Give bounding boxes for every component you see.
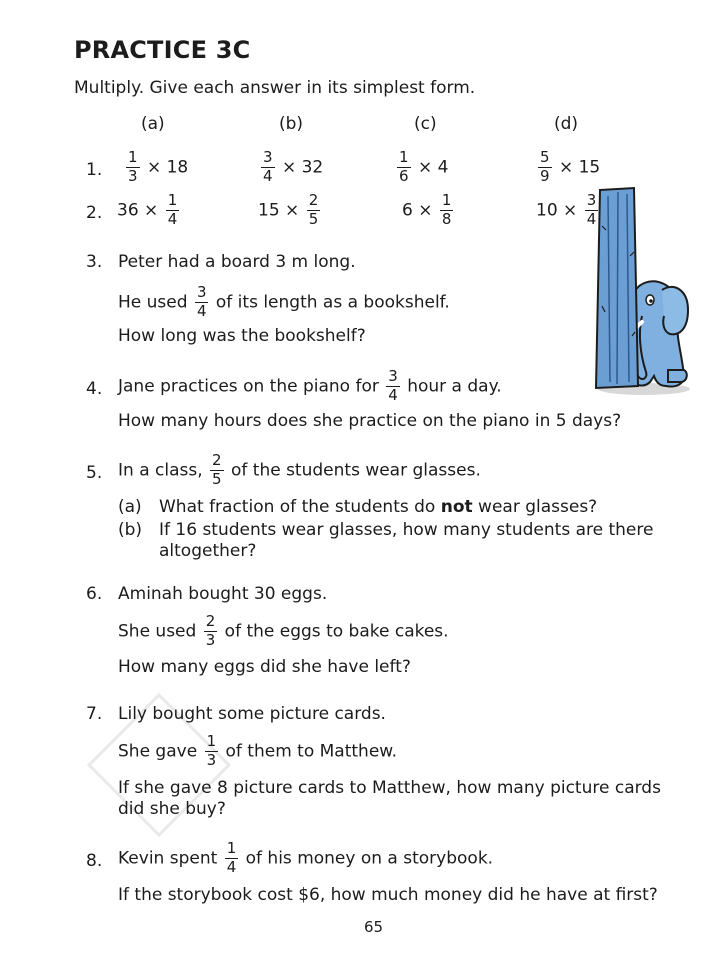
question-number-3: 3. xyxy=(86,252,103,272)
instruction-text: Multiply. Give each answer in its simplest form. xyxy=(74,78,476,98)
fraction: $\frac{1}{4}$ xyxy=(226,839,237,876)
q8-line1: Kevin spent $\frac{1}{4}$ of his money on a storybook. xyxy=(118,839,494,876)
fraction: $\frac{1}{8}$ xyxy=(441,191,452,228)
q6-line1: Aminah bought 30 eggs. xyxy=(118,584,328,604)
q5a-text: What fraction of the students do not wear glasses? xyxy=(159,497,598,517)
question-number-6: 6. xyxy=(86,584,103,604)
q3-line3: How long was the bookshelf? xyxy=(118,326,366,346)
fraction: $\frac{1}{4}$ xyxy=(167,191,178,228)
q3-line2: He used $\frac{3}{4}$ of its length as a bookshelf. xyxy=(118,283,450,320)
fraction: $\frac{5}{9}$ xyxy=(540,148,550,185)
question-number-5: 5. xyxy=(86,463,103,483)
page-number: 65 xyxy=(364,918,384,936)
column-label-c: (c) xyxy=(414,114,437,134)
page-title: PRACTICE 3C xyxy=(74,36,251,64)
q2c-expression: 6 × $\frac{1}{8}$ xyxy=(402,191,452,228)
elephant-illustration xyxy=(572,186,694,398)
q1c-expression: $\frac{1}{6}$ × 4 xyxy=(399,148,449,185)
q4-line2: How many hours does she practice on the piano in 5 days? xyxy=(118,411,622,431)
column-label-a: (a) xyxy=(141,114,165,134)
q1a-expression: $\frac{1}{3}$ × 18 xyxy=(128,148,189,185)
q2a-expression: 36 × $\frac{1}{4}$ xyxy=(117,191,178,228)
q8-line2: If the storybook cost $6, how much money did he have at first? xyxy=(118,885,658,905)
fraction: $\frac{2}{5}$ xyxy=(308,191,319,228)
q6-line3: How many eggs did she have left? xyxy=(118,657,411,677)
column-label-d: (d) xyxy=(554,114,579,134)
column-label-b: (b) xyxy=(279,114,304,134)
fraction: $\frac{3}{4}$ xyxy=(586,191,597,228)
q2d-expression: 10 × $\frac{3}{4}$ xyxy=(536,191,597,228)
fraction: $\frac{3}{4}$ xyxy=(196,283,207,320)
q5b-line1: If 16 students wear glasses, how many students are there xyxy=(159,520,654,540)
fraction: $\frac{1}{6}$ xyxy=(399,148,409,185)
q6-line2: She used $\frac{2}{3}$ of the eggs to bake cakes. xyxy=(118,612,449,649)
elephant xyxy=(632,281,688,386)
fraction: $\frac{2}{5}$ xyxy=(212,451,222,488)
question-number-8: 8. xyxy=(86,851,103,871)
fraction: $\frac{3}{4}$ xyxy=(388,367,398,404)
q4-line1: Jane practices on the piano for $\frac{3}{4}$ hour a day. xyxy=(118,367,502,404)
q7-line2: She gave $\frac{1}{3}$ of them to Matthew. xyxy=(118,732,398,769)
q5-line1: In a class, $\frac{2}{5}$ of the students wear glasses. xyxy=(118,451,481,488)
q5b-line2: altogether? xyxy=(159,541,257,561)
question-number-1: 1. xyxy=(86,160,103,180)
q7-line1: Lily bought some picture cards. xyxy=(118,704,386,724)
fraction: $\frac{2}{3}$ xyxy=(205,612,216,649)
question-number-2: 2. xyxy=(86,203,103,223)
question-number-7: 7. xyxy=(86,704,103,724)
q1d-expression: $\frac{5}{9}$ × 15 xyxy=(540,148,601,185)
q7-line3: If she gave 8 picture cards to Matthew, how many picture cards xyxy=(118,778,661,798)
wooden-post xyxy=(596,188,638,388)
fraction: $\frac{1}{3}$ xyxy=(128,148,138,185)
q1b-expression: $\frac{3}{4}$ × 32 xyxy=(263,148,324,185)
q3-line1: Peter had a board 3 m long. xyxy=(118,252,356,272)
fraction: $\frac{1}{3}$ xyxy=(206,732,217,769)
q5b-label: (b) xyxy=(118,520,143,540)
q5a-label: (a) xyxy=(118,497,142,517)
q7-line4: did she buy? xyxy=(118,799,226,819)
fraction: $\frac{3}{4}$ xyxy=(263,148,273,185)
q2b-expression: 15 × $\frac{2}{5}$ xyxy=(258,191,319,228)
question-number-4: 4. xyxy=(86,379,103,399)
